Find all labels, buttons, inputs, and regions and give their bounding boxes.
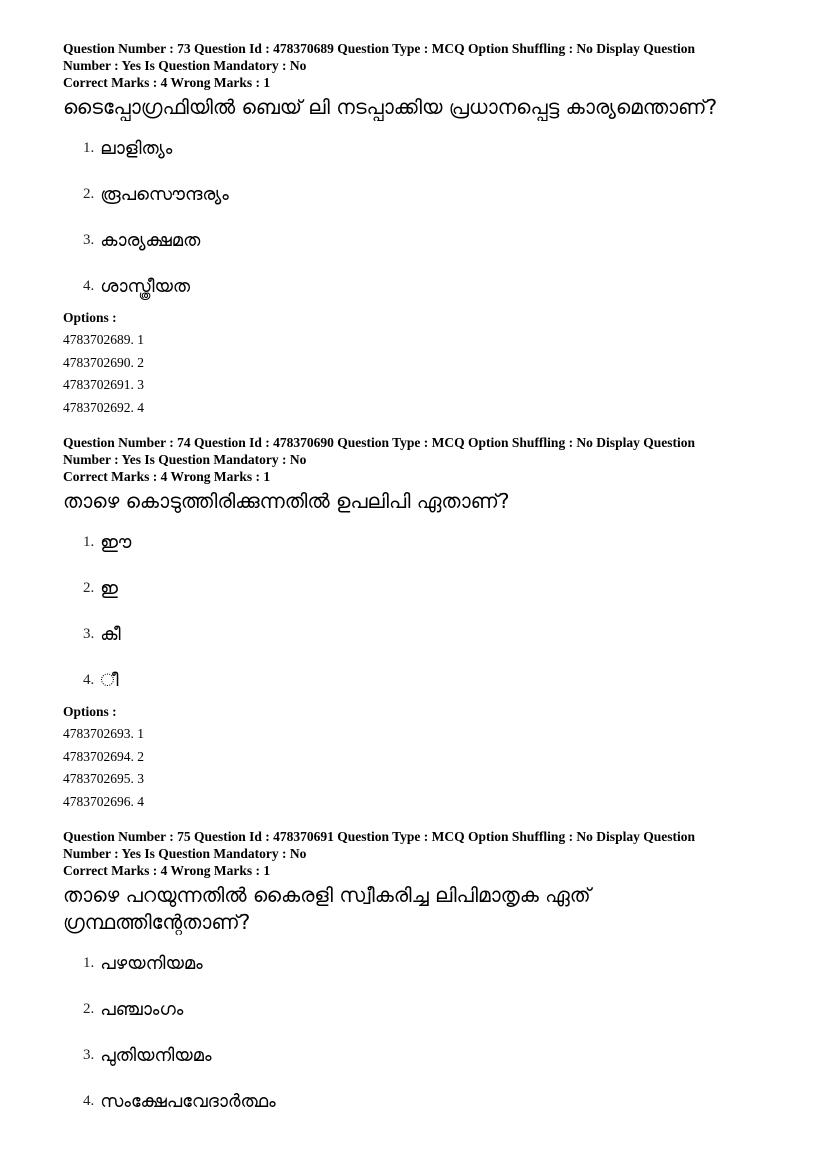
option-id-row: 4783702694. 2: [63, 748, 144, 764]
question-meta-line2: Number : Yes Is Question Mandatory : No: [63, 58, 307, 73]
choice-item: [83, 940, 763, 986]
choice-item: [83, 263, 763, 309]
options-label: Options :: [63, 310, 117, 325]
choice-number: 3.: [83, 625, 95, 642]
question-73: [63, 40, 763, 419]
choice-text: ീ: [100, 669, 119, 691]
question-meta-line2: Number : Yes Is Question Mandatory : No: [63, 452, 307, 467]
question-75: [63, 828, 763, 1124]
option-id-row: 4783702693. 1: [63, 726, 144, 741]
choice-number: 2.: [83, 1000, 95, 1017]
choice-number: 1.: [83, 533, 95, 550]
choice-item: [83, 657, 763, 703]
question-meta-line2: Number : Yes Is Question Mandatory : No: [63, 846, 307, 861]
choice-text: സംക്ഷേപവേദാർത്ഥം: [100, 1090, 276, 1112]
choice-item: [83, 611, 763, 657]
question-meta-line1: Question Number : 75 Question Id : 478370691 Question Type : MCQ Option Shuffling : No Display Question: [63, 829, 695, 844]
choice-number: 2.: [83, 185, 95, 202]
choice-list: [63, 519, 763, 703]
choice-text: പഴയനിയമം: [100, 952, 203, 974]
question-marks: Correct Marks : 4 Wrong Marks : 1: [63, 75, 271, 90]
option-id-row: 4783702691. 3: [63, 377, 144, 392]
question-marks: Correct Marks : 4 Wrong Marks : 1: [63, 863, 271, 878]
choice-text: ലാളിത്യം: [100, 137, 173, 159]
choice-text: ഇ: [100, 577, 118, 599]
choice-item: [83, 519, 763, 565]
choice-text: പുതിയനിയമം: [100, 1044, 212, 1066]
choice-item: [83, 1032, 763, 1078]
choice-number: 4.: [83, 277, 95, 294]
option-id-row: 4783702689. 1: [63, 332, 144, 347]
option-id-row: 4783702696. 4: [63, 793, 144, 809]
choice-text: ഈ: [100, 531, 132, 553]
question-text: താഴെ കൊടുത്തിരിക്കുന്നതിൽ ഉപലിപി ഏതാണ്?: [63, 489, 510, 513]
options-label: Options :: [63, 704, 117, 719]
choice-item: [83, 217, 763, 263]
choice-number: 2.: [83, 579, 95, 596]
choice-text: ശാസ്ത്രീയത: [100, 275, 191, 297]
choice-text: പഞ്ചാംഗം: [100, 998, 184, 1020]
choice-item: [83, 171, 763, 217]
question-meta-line1: Question Number : 74 Question Id : 478370690 Question Type : MCQ Option Shuffling : No Display Question: [63, 435, 695, 450]
choice-number: 3.: [83, 1046, 95, 1063]
choice-number: 1.: [83, 139, 95, 156]
choice-number: 1.: [83, 954, 95, 971]
choice-item: [83, 986, 763, 1032]
choice-number: 4.: [83, 671, 95, 688]
option-id-row: 4783702692. 4: [63, 399, 144, 415]
choice-text: രൂപസൌന്ദര്യം: [100, 183, 229, 205]
question-marks: Correct Marks : 4 Wrong Marks : 1: [63, 469, 271, 484]
choice-text: കീ: [100, 623, 121, 645]
choice-text: കാര്യക്ഷമത: [100, 229, 201, 251]
option-id-row: 4783702690. 2: [63, 354, 144, 370]
choice-list: [63, 125, 763, 309]
choice-list: [63, 940, 763, 1124]
question-meta-line1: Question Number : 73 Question Id : 478370689 Question Type : MCQ Option Shuffling : No Display Question: [63, 41, 695, 56]
choice-item: [83, 1078, 763, 1124]
question-text: ടൈപ്പോഗ്രഫിയിൽ ബെയ്‌ ലി നടപ്പാക്കിയ പ്രധാനപ്പെട്ട കാര്യമെന്താണ്?: [63, 95, 718, 119]
question-text: താഴെ പറയുന്നതിൽ കൈരളി സ്വീകരിച്ച ലിപിമാതൃക ഏത് ഗ്രന്ഥത്തിന്റേതാണ്?: [63, 883, 591, 934]
choice-item: [83, 125, 763, 171]
choice-item: [83, 565, 763, 611]
question-74: [63, 434, 763, 813]
choice-number: 3.: [83, 231, 95, 248]
choice-number: 4.: [83, 1092, 95, 1109]
option-id-row: 4783702695. 3: [63, 771, 144, 786]
